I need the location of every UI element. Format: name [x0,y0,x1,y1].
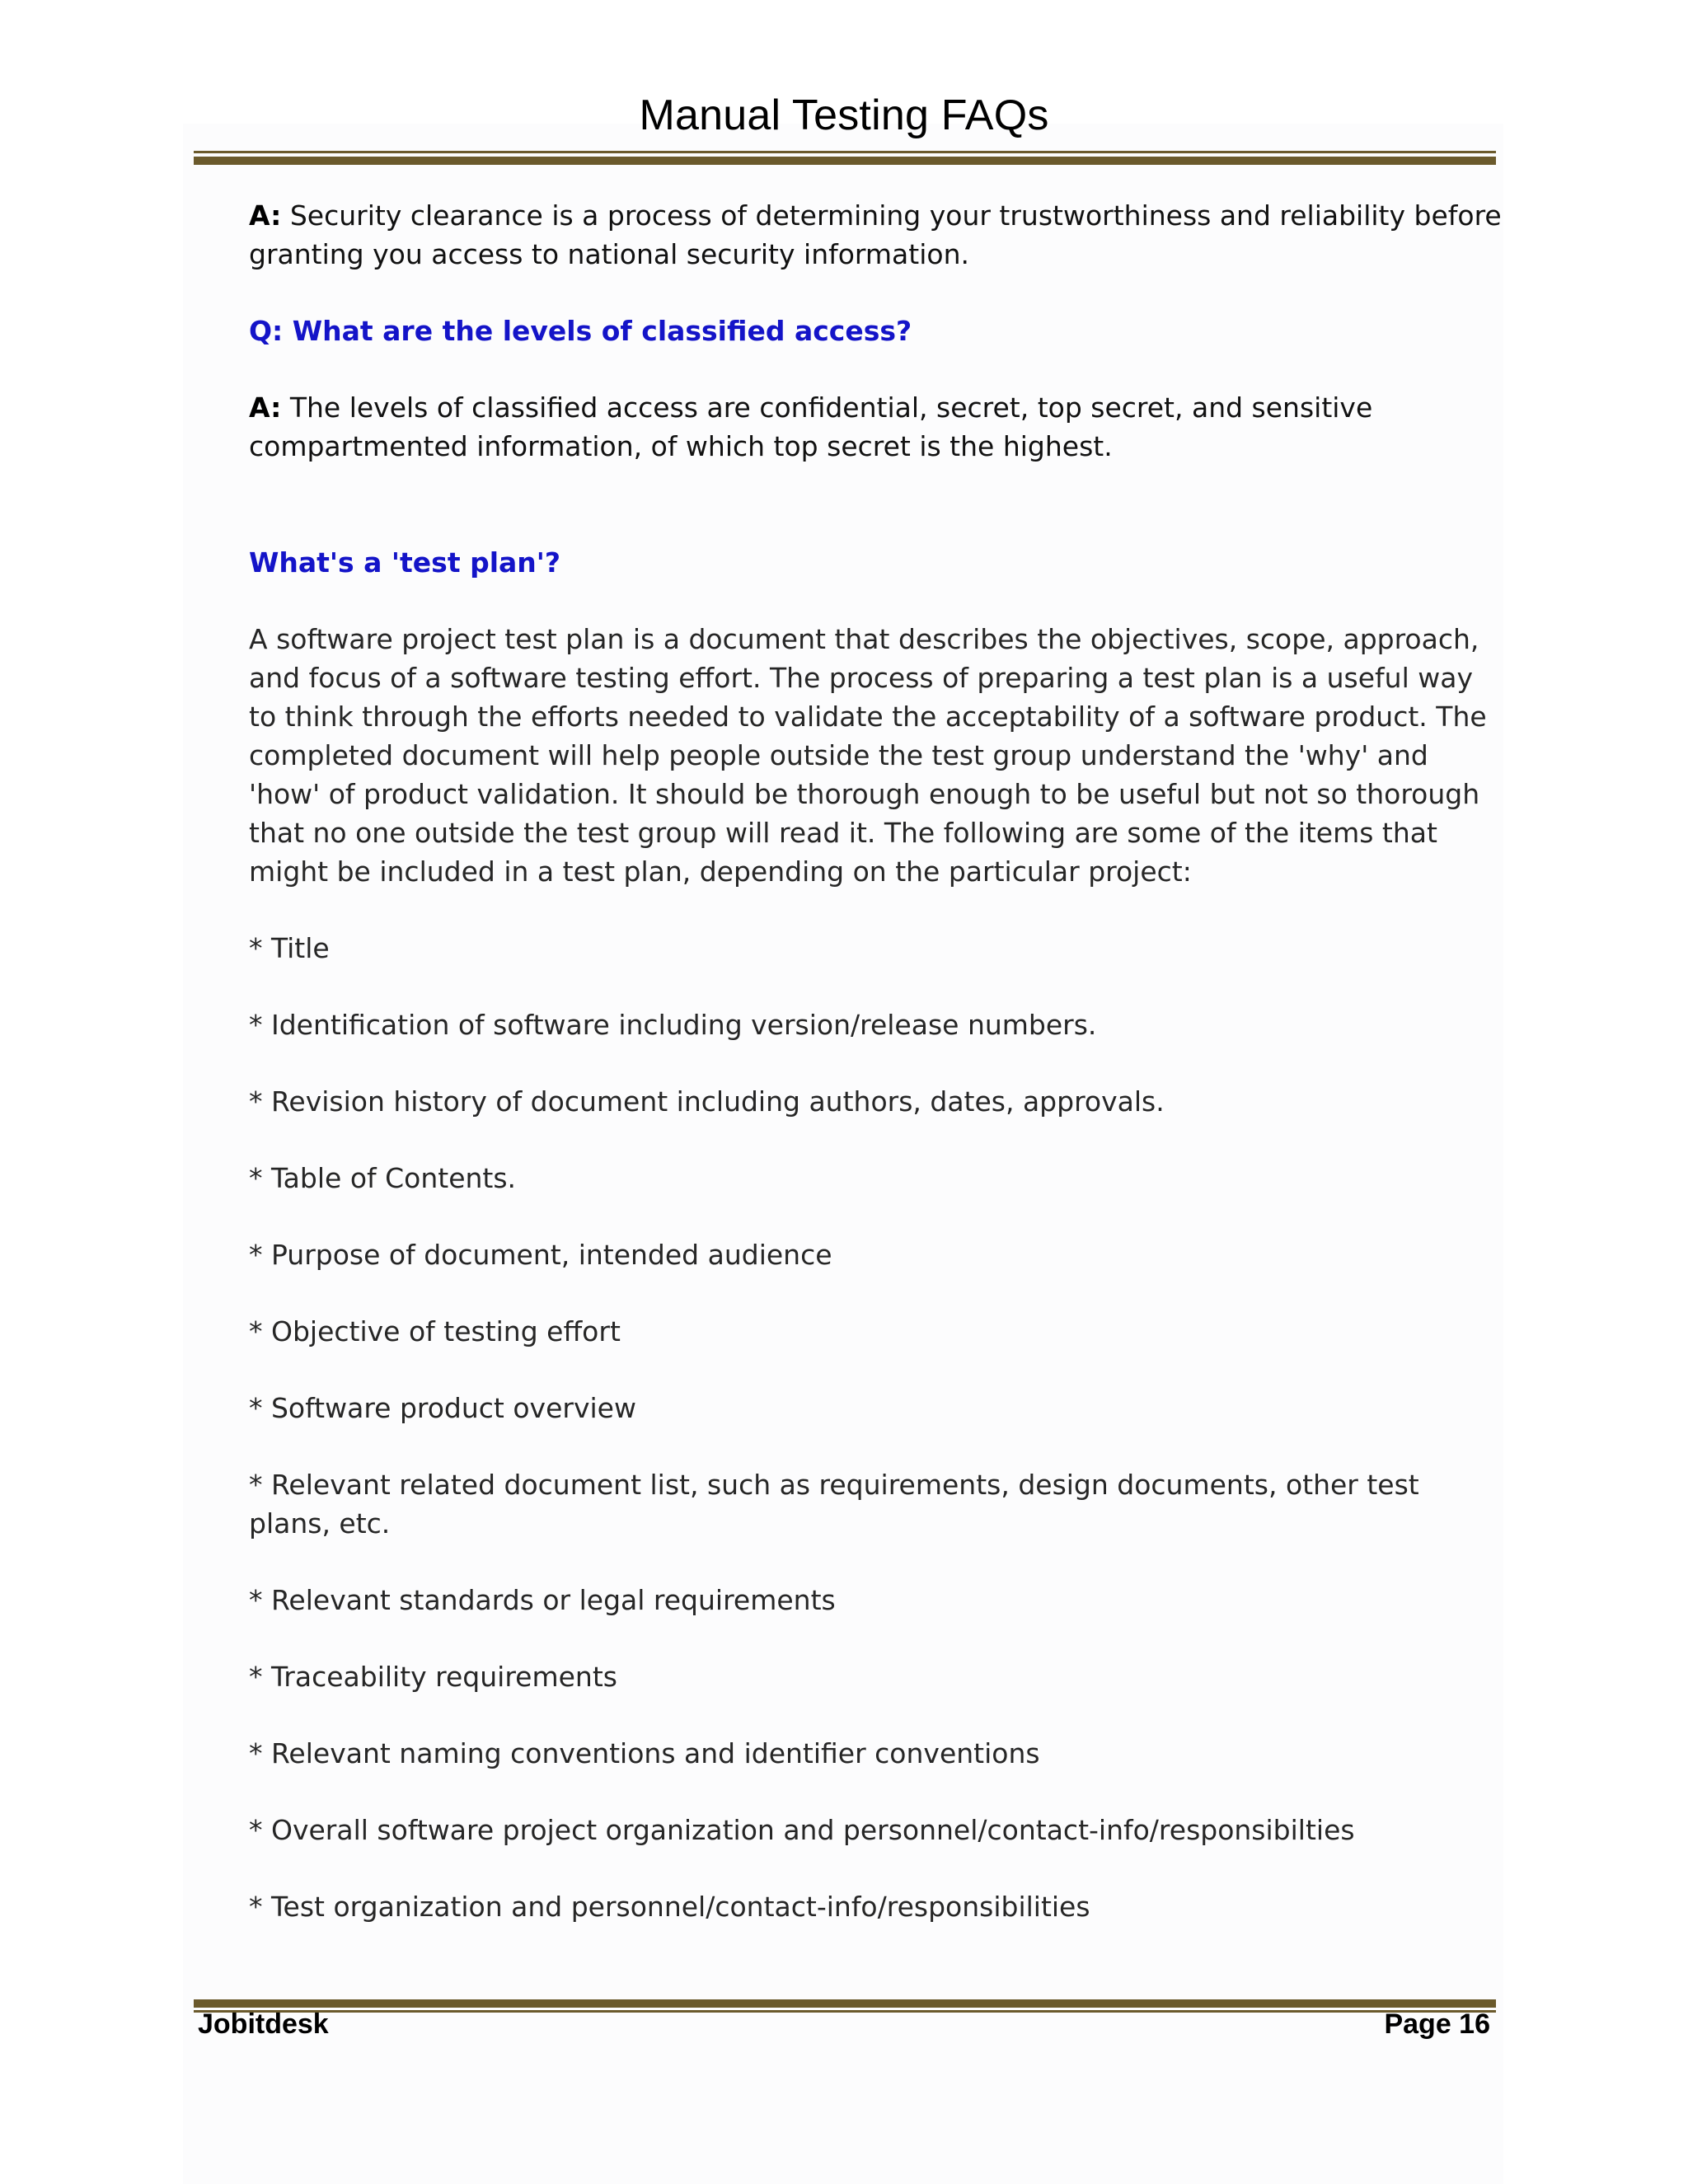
list-item: * Revision history of document including authors, dates, approvals. [249,1085,1165,1118]
list-item: * Purpose of document, intended audience [249,1239,832,1271]
answer-text: Security clearance is a process of determining your trustworthiness and reliability before granting you access to national security information. [249,199,1502,270]
list-item: * Software product overview [249,1392,636,1424]
list-item: * Identification of software including version/release numbers. [249,1009,1097,1041]
answer-classified-access [249,388,1502,466]
list-item: * Relevant related document list, such as requirements, design documents, other test plans, etc. [249,1469,1419,1540]
list-item: * Test organization and personnel/contact-info/responsibilities [249,1891,1090,1923]
header-rule [194,151,1496,166]
list-item: * Traceability requirements [249,1661,617,1693]
page-number: Page 16 [1384,2008,1490,2040]
footer-rule [194,1999,1496,2014]
question-test-plan: What's a 'test plan'? [249,546,561,579]
question-classified-access: Q: What are the levels of classified access? [249,315,912,347]
list-item: * Overall software project organization and personnel/contact-info/responsibilties [249,1814,1355,1846]
footer-brand: Jobitdesk [198,2008,329,2040]
test-plan-paragraph: A software project test plan is a document that describes the objectives, scope, approach, and focus of a software testing effort. The process of preparing a test plan is a useful way to think through the efforts needed to validate the acceptability of a software product. The completed document will help people outside the test group understand the 'why' and 'how' of product validation. It should be thorough enough to be useful but not so thorough that no one outside the test group will read it. The following are some of the items that might be included in a test plan, depending on the particular project: [249,623,1487,888]
page-title: Manual Testing FAQs [639,91,1049,139]
answer-text: The levels of classified access are confidential, secret, top secret, and sensitive compartmented information, of which top secret is the highest. [249,391,1373,462]
list-item: * Relevant naming conventions and identifier conventions [249,1737,1040,1769]
answer-label: A: [249,199,282,232]
list-item: * Table of Contents. [249,1162,517,1194]
list-item: * Title [249,932,330,964]
list-item: * Objective of testing effort [249,1315,621,1347]
answer-security-clearance [249,196,1502,274]
answer-label: A: [249,391,282,424]
list-item: * Relevant standards or legal requirements [249,1584,836,1616]
document-body [249,196,1502,1926]
